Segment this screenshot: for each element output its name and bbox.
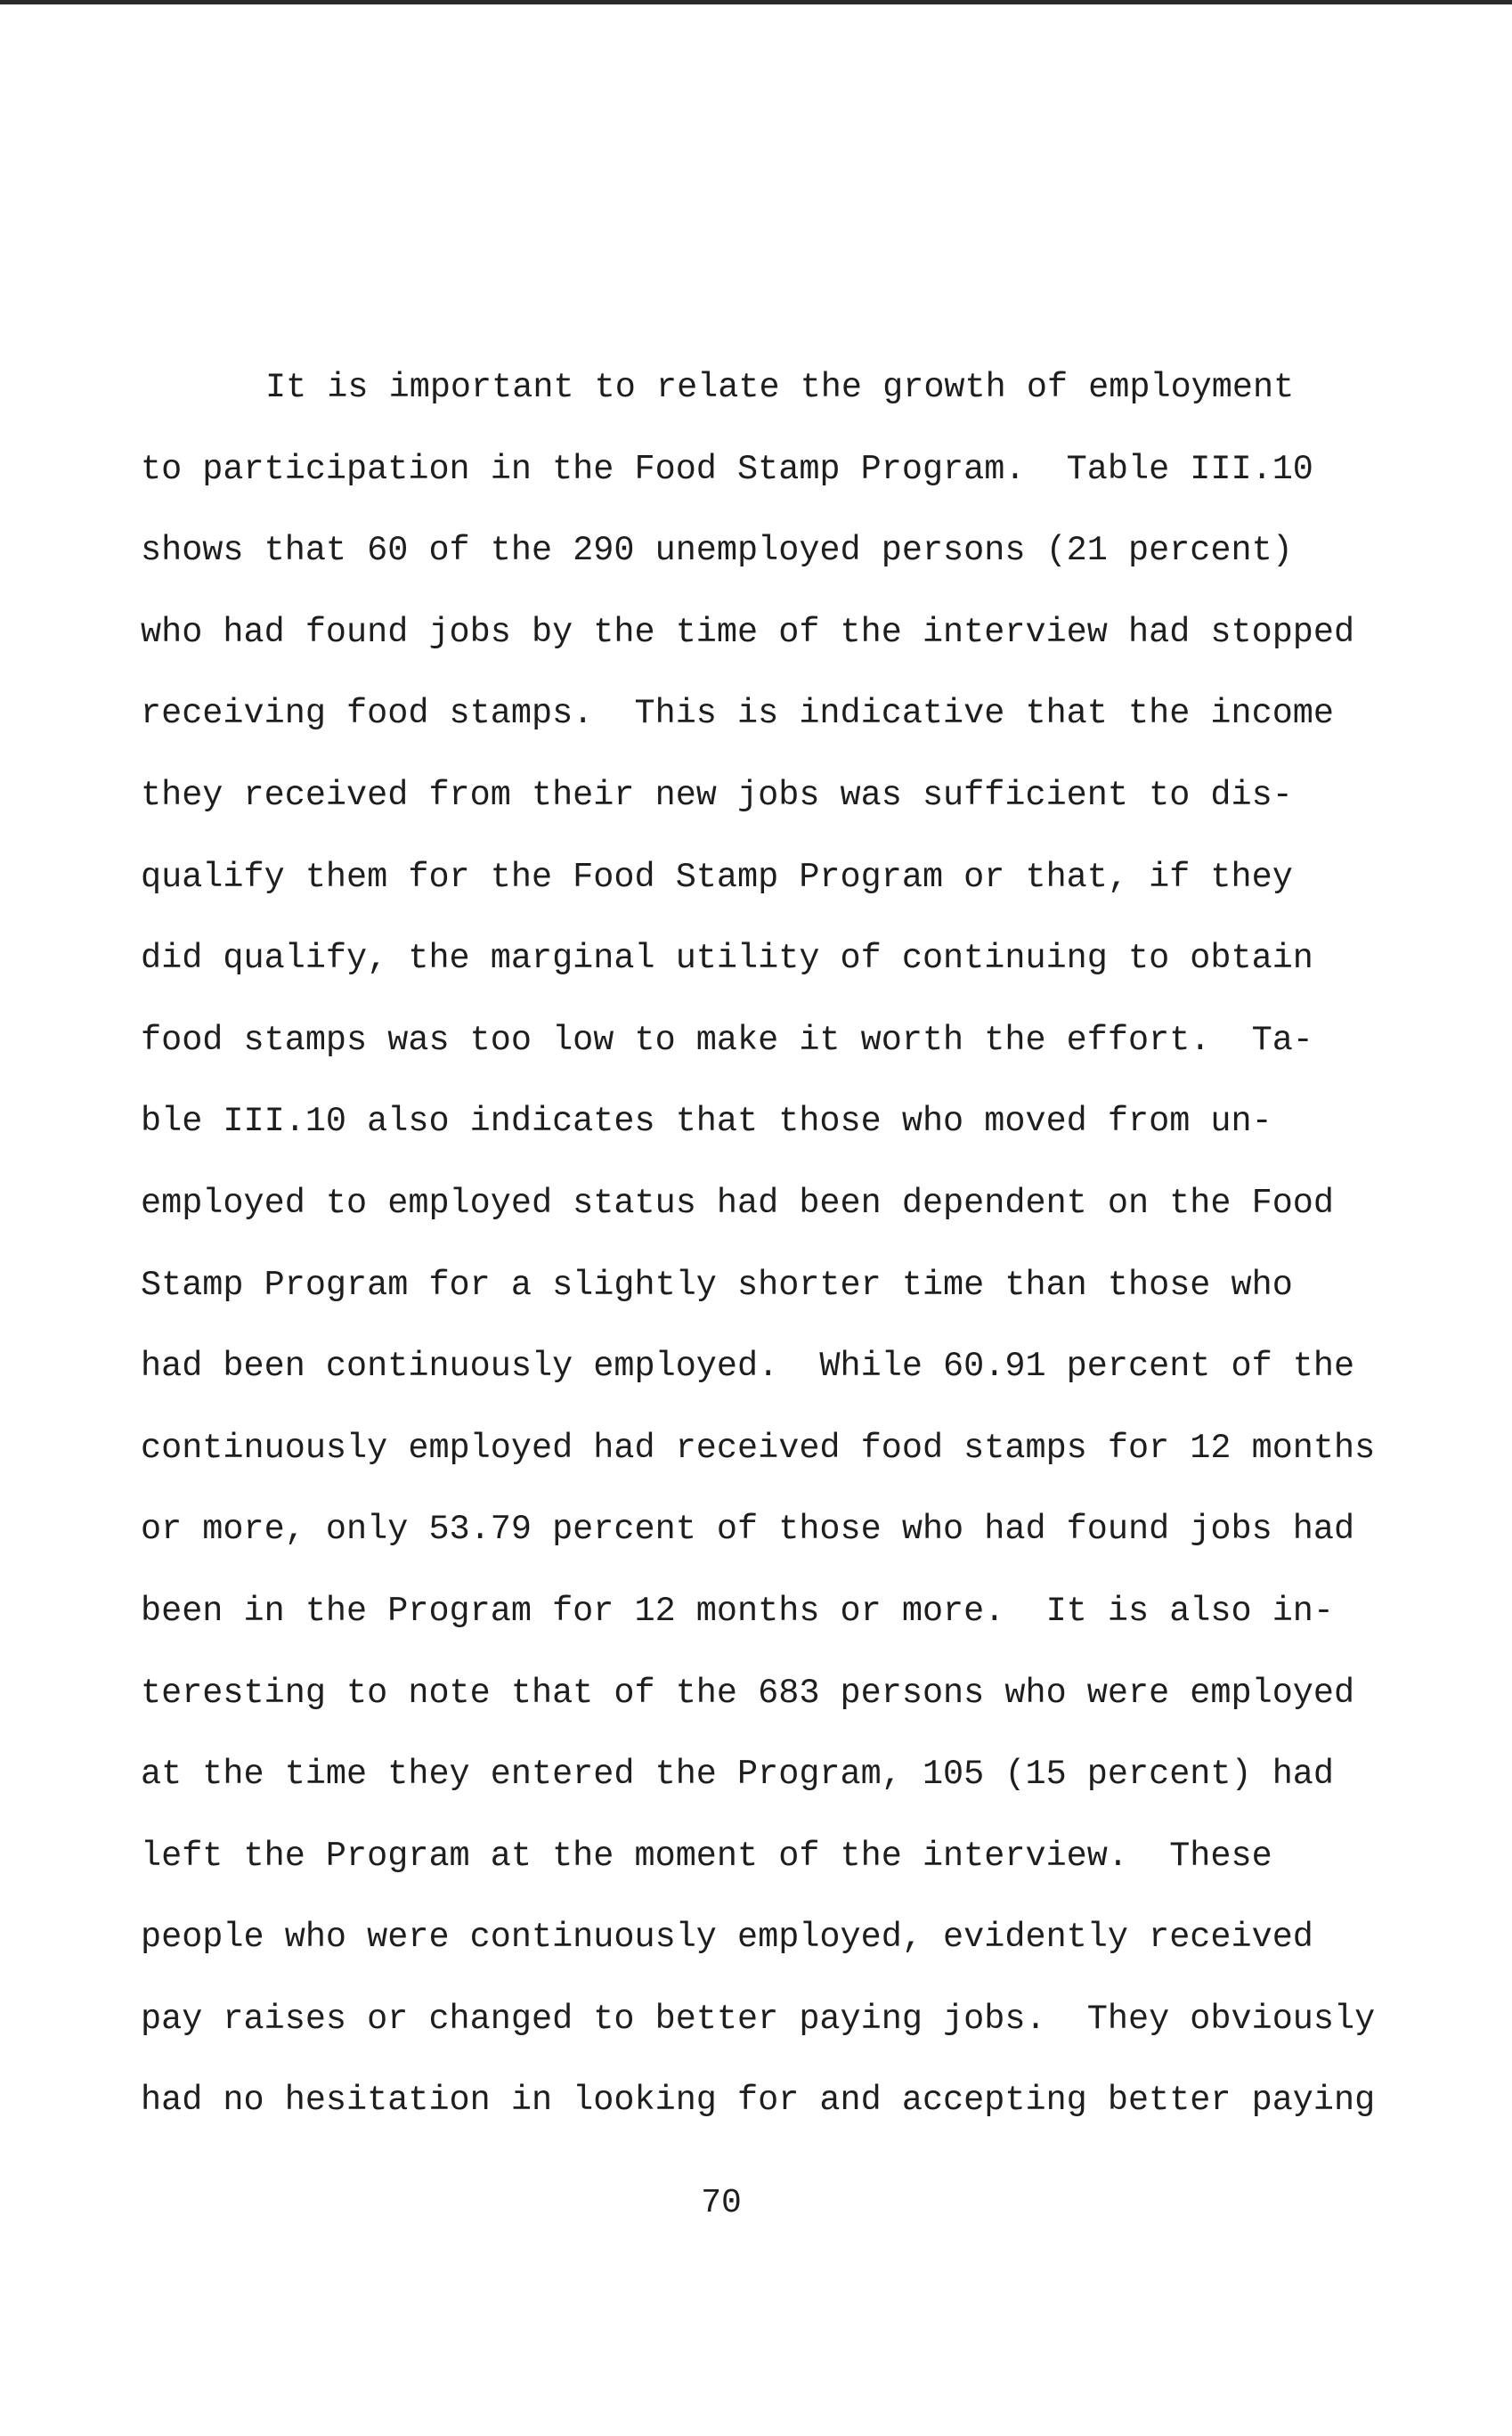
text-line: or more, only 53.79 percent of those who had found jobs had xyxy=(141,1510,1355,1550)
text-line: people who were continuously employed, evidently received xyxy=(141,1918,1313,1958)
text-line: shows that 60 of the 290 unemployed persons (21 percent) xyxy=(141,531,1293,571)
text-line: been in the Program for 12 months or more. It is also in- xyxy=(141,1591,1335,1631)
text-line: had been continuously employed. While 60.91 percent of the xyxy=(141,1347,1355,1387)
text-line: had no hesitation in looking for and accepting better paying xyxy=(141,2081,1376,2121)
text-line: to participation in the Food Stamp Program. Table III.10 xyxy=(141,449,1313,489)
text-line: they received from their new jobs was sufficient to dis- xyxy=(141,775,1293,815)
text-line: teresting to note that of the 683 persons who were employed xyxy=(141,1673,1355,1713)
page-number: 70 xyxy=(701,2184,742,2222)
top-edge-rule xyxy=(0,0,1512,4)
text-line: food stamps was too low to make it worth the effort. Ta- xyxy=(141,1020,1313,1060)
text-line: ble III.10 also indicates that those who moved from un- xyxy=(141,1102,1272,1142)
text-line: It is important to relate the growth of employment xyxy=(265,368,1295,407)
text-line: who had found jobs by the time of the interview had stopped xyxy=(141,612,1355,652)
text-line: at the time they entered the Program, 105 (15 percent) had xyxy=(141,1755,1335,1795)
text-line: pay raises or changed to better paying jobs. They obviously xyxy=(141,1999,1376,2039)
text-line: qualify them for the Food Stamp Program or that, if they xyxy=(141,857,1293,897)
text-line: continuously employed had received food stamps for 12 months xyxy=(141,1428,1376,1468)
text-line: did qualify, the marginal utility of continuing to obtain xyxy=(141,939,1313,979)
text-line: left the Program at the moment of the interview. These xyxy=(141,1836,1272,1876)
text-line: employed to employed status had been dependent on the Food xyxy=(141,1183,1335,1223)
body-paragraph xyxy=(141,363,1423,2158)
text-line: Stamp Program for a slightly shorter time than those who xyxy=(141,1265,1293,1305)
text-line: receiving food stamps. This is indicative that the income xyxy=(141,694,1335,734)
